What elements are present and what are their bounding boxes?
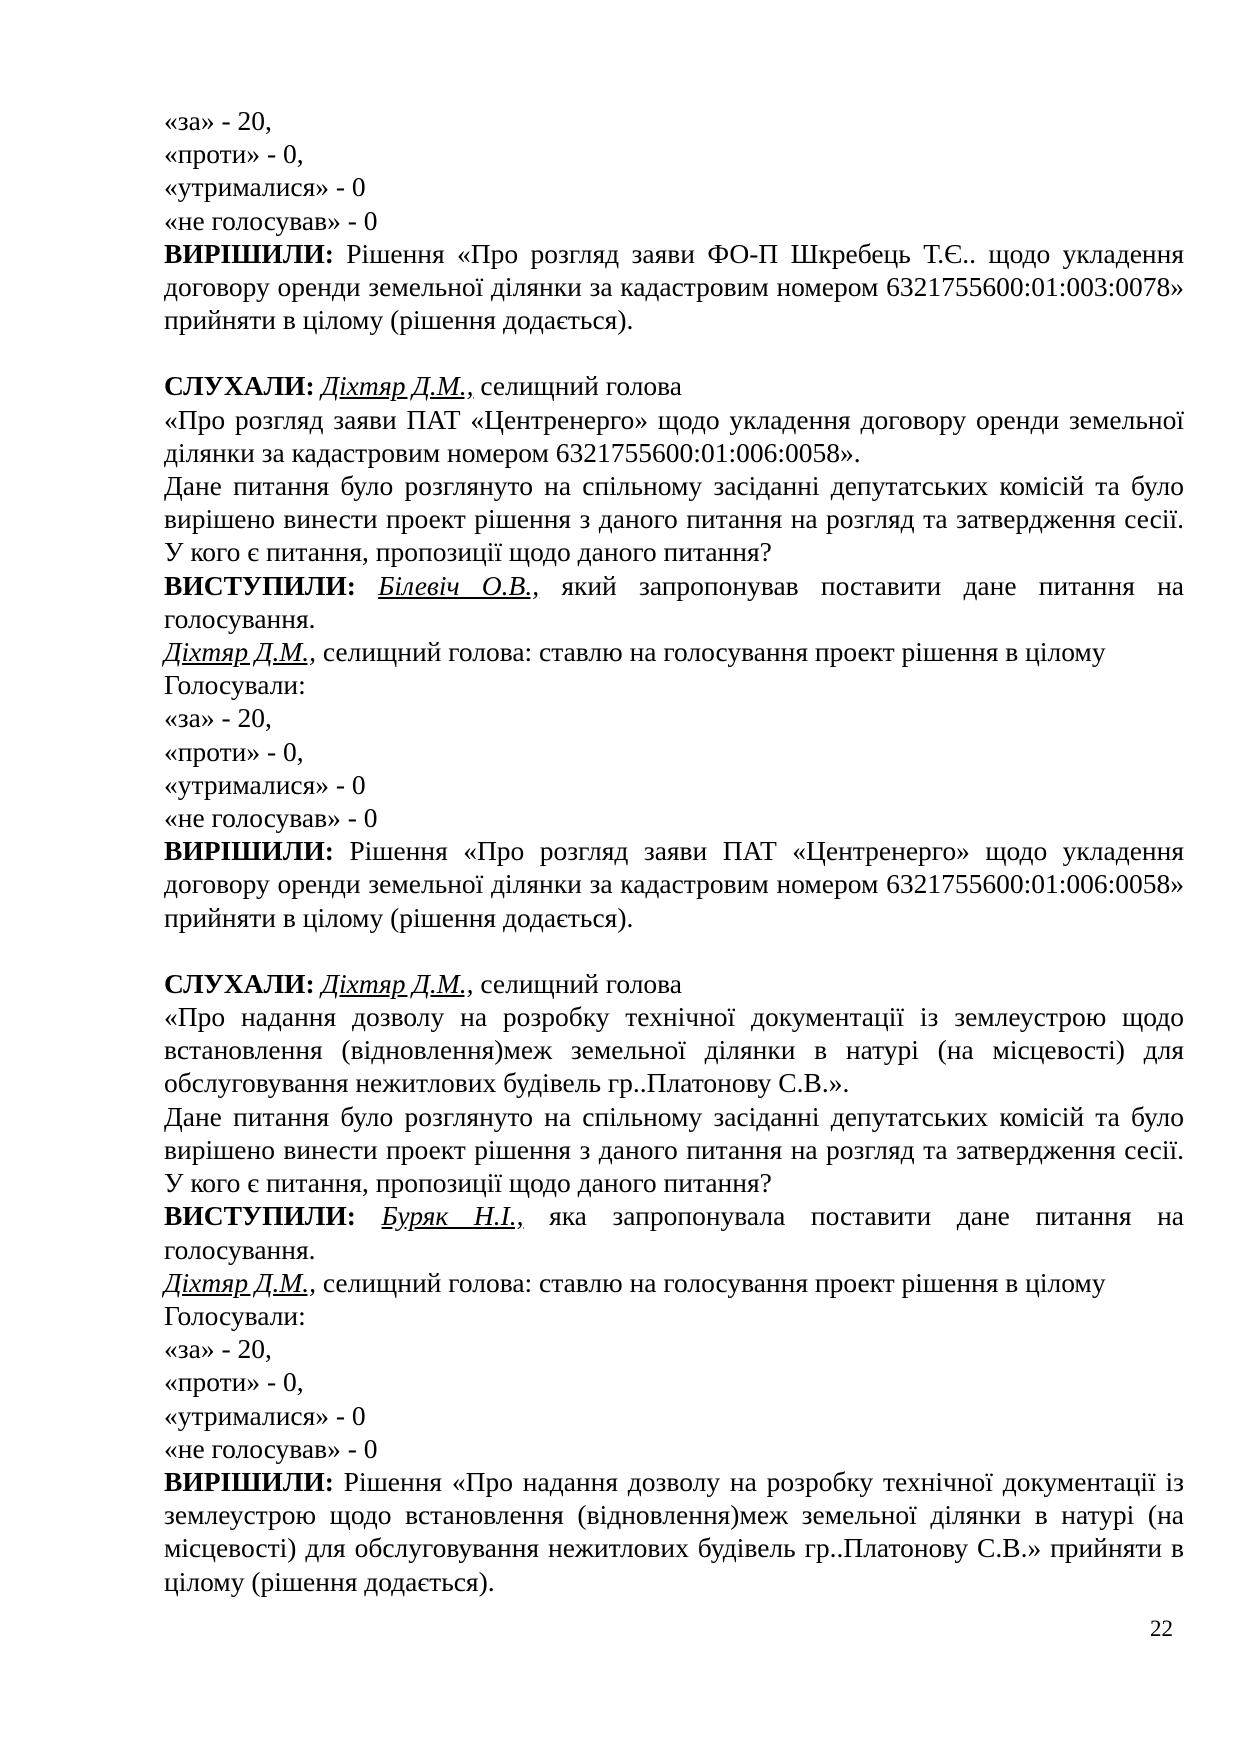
speaker-role: селищний голова xyxy=(473,370,683,402)
heard-label: СЛУХАЛИ: xyxy=(164,967,315,999)
decision-text: Рішення «Про розгляд заяви ПАТ «Центренерго» щодо укладення договору оренди земельної ділянки за кадастровим номером 6321755600:01:006:0058» прийняти в цілому (рішення додається). xyxy=(164,835,1184,933)
vote-against: «проти» - 0, xyxy=(164,1366,304,1398)
speaker-name: Білевіч О.В., xyxy=(378,569,540,601)
vote-for: «за» - 20, xyxy=(164,105,272,136)
topic-paragraph: «Про розгляд заяви ПАТ «Центренерго» щодо укладення договору оренди земельної ділянки за кадастровим номером 6321755600:01:006:0058». xyxy=(164,403,1184,468)
spoke-label: ВИСТУПИЛИ: xyxy=(164,1200,356,1232)
decided-label: ВИРІШИЛИ: xyxy=(164,1465,334,1497)
note-paragraph: Дане питання було розглянуто на спільному засіданні депутатських комісій та було вирішено винести проект рішення з даного питання на розгляд та затвердження сесії. У кого є питання, пропозиції щодо даного питання? xyxy=(164,470,1184,568)
page-number: 22 xyxy=(1150,1616,1173,1641)
section-gap xyxy=(164,336,1184,369)
vote-abstained: «утрималися» - 0 xyxy=(164,768,366,800)
vote-abstained: «утрималися» - 0 xyxy=(164,1399,366,1431)
speaker-name: Діхтяр Д.М., xyxy=(321,370,474,402)
voted-label: Голосували: xyxy=(164,1299,306,1331)
chair-line xyxy=(164,635,1184,668)
speaker-name: Буряк Н.І., xyxy=(381,1200,524,1232)
vote-abstained: «утрималися» - 0 xyxy=(164,171,366,203)
vote-not-voted: «не голосував» - 0 xyxy=(164,802,378,834)
vote-for: «за» - 20, xyxy=(164,1333,272,1365)
vote-for: «за» - 20, xyxy=(164,702,272,734)
decision-paragraph xyxy=(164,834,1184,934)
chair-text: селищний голова: ставлю на голосування проект рішення в цілому xyxy=(315,636,1106,668)
heard-label: СЛУХАЛИ: xyxy=(164,370,315,402)
chair-text: селищний голова: ставлю на голосування проект рішення в цілому xyxy=(315,1266,1106,1298)
document-page xyxy=(164,104,1184,1598)
decision-text: Рішення «Про надання дозволу на розробку технічної документації із землеустрою щодо встановлення (відновлення)меж земельної ділянки в натурі (на місцевості) для обслуговування нежитлових будівель гр..Платонову С.В.» прийняти в цілому (рішення додається). xyxy=(164,1465,1184,1597)
decision-paragraph xyxy=(164,237,1184,337)
speaker-name: Діхтяр Д.М., xyxy=(164,636,316,668)
heard-line xyxy=(164,369,1184,402)
voted-label: Голосували: xyxy=(164,669,306,701)
decision-paragraph xyxy=(164,1465,1184,1598)
vote-not-voted: «не голосував» - 0 xyxy=(164,204,378,236)
spoke-paragraph xyxy=(164,1199,1184,1265)
speaker-role: селищний голова xyxy=(473,967,683,999)
decision-text: Рішення «Про розгляд заяви ФО-П Шкребець Т.Є.. щодо укладення договору оренди земельної ділянки за кадастровим номером 6321755600:01:003:0078» прийняти в цілому (рішення додається). xyxy=(164,237,1184,336)
vote-against: «проти» - 0, xyxy=(164,735,304,767)
vote-not-voted: «не голосував» - 0 xyxy=(164,1432,378,1464)
decided-label: ВИРІШИЛИ: xyxy=(164,835,334,867)
speaker-name: Діхтяр Д.М., xyxy=(164,1266,316,1298)
heard-line xyxy=(164,967,1184,1000)
decided-label: ВИРІШИЛИ: xyxy=(164,237,334,269)
note-paragraph: Дане питання було розглянуто на спільному засіданні депутатських комісій та було вирішено винести проект рішення з даного питання на розгляд та затвердження сесії. У кого є питання, пропозиції щодо даного питання? xyxy=(164,1100,1184,1199)
chair-line xyxy=(164,1266,1184,1299)
speaker-name: Діхтяр Д.М., xyxy=(321,967,474,999)
spoke-text: яка запропонувала поставити дане питання на голосування. xyxy=(164,1200,1185,1265)
spoke-text: який запропонував поставити дане питання на голосування. xyxy=(164,569,1184,634)
vote-against: «проти» - 0, xyxy=(164,138,304,170)
spoke-label: ВИСТУПИЛИ: xyxy=(164,569,356,601)
topic-paragraph: «Про надання дозволу на розробку технічної документації із землеустрою щодо встановлення (відновлення)меж земельної ділянки в натурі (на місцевості) для обслуговування нежитлових будівель гр..Платонову С.В.». xyxy=(164,1001,1184,1099)
section-gap xyxy=(164,934,1184,967)
spoke-paragraph xyxy=(164,569,1184,635)
